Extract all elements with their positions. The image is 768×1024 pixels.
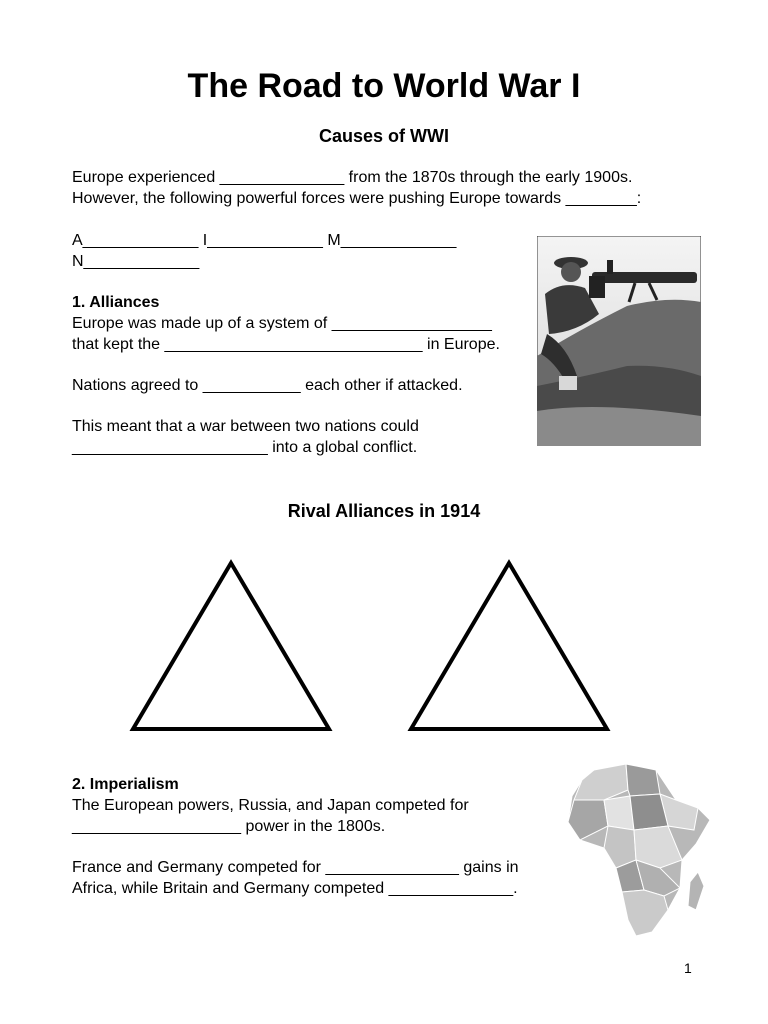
alliances-line-2: that kept the _____________________________ in Europe. (72, 336, 500, 353)
alliances-line-5: ______________________ into a global conflict. (72, 439, 418, 456)
page-title: The Road to World War I (187, 67, 581, 105)
rival-alliances-heading: Rival Alliances in 1914 (287, 501, 481, 521)
page-subtitle: Causes of WWI (318, 126, 449, 146)
soldier-photo (537, 236, 701, 446)
alliances-line-4: This meant that a war between two nations could (72, 418, 419, 435)
acronym-line-2: N_____________ (72, 253, 200, 270)
alliance-triangle-left (129, 558, 333, 734)
imperialism-line-3: France and Germany competed for _______________ gains in (72, 859, 519, 876)
page-number: 1 (684, 960, 692, 976)
intro-line-1: Europe experienced ______________ from the 1870s through the early 1900s. (72, 169, 633, 186)
alliances-line-1: Europe was made up of a system of __________________ (72, 315, 492, 332)
africa-map (564, 760, 714, 940)
imperialism-line-1: The European powers, Russia, and Japan competed for (72, 797, 469, 814)
imperialism-line-4: Africa, while Britain and Germany competed ______________. (72, 880, 518, 897)
imperialism-heading: 2. Imperialism (72, 776, 179, 793)
alliances-heading: 1. Alliances (72, 294, 160, 311)
acronym-line-1: A_____________ I_____________ M_____________ (72, 232, 457, 249)
alliances-line-3: Nations agreed to ___________ each other if attacked. (72, 377, 463, 394)
intro-line-2: However, the following powerful forces were pushing Europe towards ________: (72, 190, 642, 207)
imperialism-line-2: ___________________ power in the 1800s. (72, 818, 386, 835)
alliance-triangle-right (407, 558, 611, 734)
